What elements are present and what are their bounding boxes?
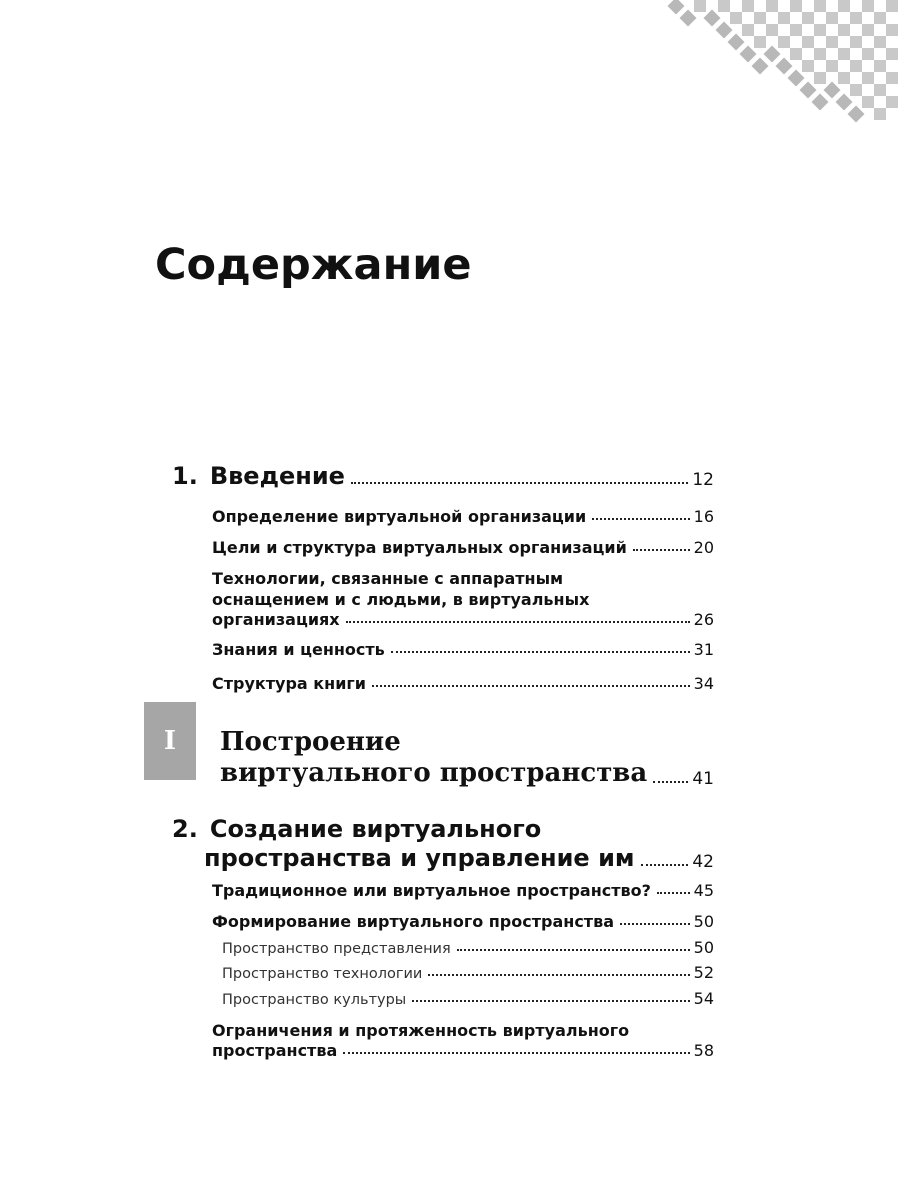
page-number: 50 [693, 912, 714, 931]
checker-square [814, 72, 826, 84]
checker-square [800, 82, 817, 99]
checker-square [838, 0, 850, 12]
section-last-line [212, 610, 714, 629]
checker-square [838, 24, 850, 36]
checker-square [886, 96, 898, 108]
dot-leader [391, 651, 690, 653]
checker-square [826, 60, 838, 72]
toc-chapter-2[interactable] [172, 815, 714, 872]
subsection-title: Пространство технологии [222, 966, 423, 982]
checker-square [790, 24, 802, 36]
toc-section[interactable] [212, 881, 714, 900]
section-title: Цели и структура виртуальных организаций [212, 538, 627, 557]
checker-square [754, 12, 766, 24]
dot-leader [653, 781, 688, 783]
checker-square [764, 46, 781, 63]
checker-square [766, 24, 778, 36]
toc-section[interactable] [212, 640, 714, 659]
checker-square [838, 72, 850, 84]
checker-square [850, 60, 862, 72]
part-number-box [144, 702, 196, 780]
subsection-title: Пространство представления [222, 941, 451, 957]
chapter-title-line: Создание виртуального [209, 815, 542, 843]
page-number: 54 [693, 989, 714, 1008]
page-number: 41 [692, 769, 714, 789]
dot-leader [457, 949, 690, 951]
checker-square [850, 84, 862, 96]
checker-square [752, 58, 769, 75]
checker-square [826, 36, 838, 48]
page-number: 42 [692, 852, 714, 872]
checker-square [704, 10, 721, 27]
checker-square [874, 108, 886, 120]
checker-square [874, 12, 886, 24]
section-title-line: Ограничения и протяженность виртуального [212, 1021, 630, 1040]
toc-section[interactable] [212, 674, 714, 693]
toc-section[interactable] [212, 912, 714, 931]
checker-square [742, 24, 754, 36]
checker-square [862, 72, 874, 84]
checker-square [802, 60, 814, 72]
checker-square [740, 46, 757, 63]
checker-square [850, 12, 862, 24]
page-number: 58 [693, 1041, 714, 1060]
section-title-line: Технологии, связанные с аппаратным [212, 569, 564, 588]
toc-section[interactable] [212, 538, 714, 557]
checker-square [862, 48, 874, 60]
chapter-title-line: пространства и управление им [204, 844, 635, 872]
checker-square [694, 0, 706, 12]
toc-subsection[interactable] [222, 989, 714, 1008]
checker-square [778, 36, 790, 48]
page-number: 16 [693, 507, 714, 526]
toc-section[interactable] [212, 507, 714, 526]
checker-square [886, 48, 898, 60]
checker-square [848, 106, 865, 123]
checker-square [874, 36, 886, 48]
dot-leader [346, 621, 690, 623]
checker-square [790, 0, 802, 12]
toc-part-1[interactable] [220, 727, 714, 789]
checker-square [862, 24, 874, 36]
page-number: 31 [693, 640, 714, 659]
toc-subsection[interactable] [222, 963, 714, 982]
dot-leader [343, 1052, 689, 1054]
checker-square [742, 0, 754, 12]
page-number: 26 [693, 610, 714, 629]
checker-square [862, 96, 874, 108]
dot-leader [428, 974, 689, 976]
checker-square [754, 36, 766, 48]
checker-square [766, 0, 778, 12]
part-title-line: виртуального пространства [220, 758, 648, 788]
chapter-number: 1. [172, 462, 198, 490]
chapter-last-line [204, 844, 714, 872]
checker-square [790, 48, 802, 60]
page-number: 52 [693, 963, 714, 982]
toc-section[interactable] [212, 568, 714, 629]
subsection-title: Пространство культуры [222, 992, 407, 1008]
checker-square [788, 70, 805, 87]
chapter-title: Введение [209, 462, 345, 490]
checker-square [862, 0, 874, 12]
checker-square [680, 10, 697, 27]
checker-square [824, 82, 841, 99]
dot-leader [657, 892, 690, 894]
dot-leader [633, 549, 690, 551]
page-number: 20 [693, 538, 714, 557]
section-title-line: пространства [212, 1041, 338, 1060]
dot-leader [351, 482, 688, 484]
checker-square [802, 12, 814, 24]
checker-square [802, 36, 814, 48]
section-title: Определение виртуальной организации [212, 507, 587, 526]
section-title-line: организациях [212, 610, 340, 629]
page-number: 50 [693, 938, 714, 957]
checker-square [728, 34, 745, 51]
checker-square [886, 0, 898, 12]
page-number: 34 [693, 674, 714, 693]
checker-square [814, 24, 826, 36]
dot-leader [412, 1000, 689, 1002]
page-number: 12 [692, 470, 714, 490]
toc-chapter-1[interactable] [172, 462, 714, 490]
checker-square [730, 12, 742, 24]
page-number: 45 [693, 881, 714, 900]
part-number: I [163, 726, 177, 756]
checker-square [838, 48, 850, 60]
checker-square [826, 12, 838, 24]
checker-square [718, 0, 730, 12]
checker-square [850, 36, 862, 48]
dot-leader [372, 685, 690, 687]
part-title-line: Построение [220, 727, 401, 757]
checker-square [812, 94, 829, 111]
checker-square [668, 0, 685, 14]
chapter-number: 2. [172, 815, 198, 843]
checker-square [814, 0, 826, 12]
decorative-checker-pattern [670, 0, 900, 130]
checker-square [776, 58, 793, 75]
section-last-line [212, 1041, 714, 1060]
section-title: Формирование виртуального пространства [212, 912, 614, 931]
part-last-line [220, 758, 714, 789]
section-title: Структура книги [212, 674, 366, 693]
section-title: Традиционное или виртуальное пространство? [212, 881, 651, 900]
page-title: Содержание [155, 240, 472, 290]
section-title-line: оснащением и с людьми, в виртуальных [212, 590, 590, 609]
checker-square [778, 12, 790, 24]
section-title: Знания и ценность [212, 640, 385, 659]
dot-leader [641, 864, 689, 866]
toc-subsection[interactable] [222, 938, 714, 957]
checker-square [886, 24, 898, 36]
checker-square [874, 60, 886, 72]
checker-square [716, 22, 733, 39]
checker-square [874, 84, 886, 96]
checker-square [886, 72, 898, 84]
dot-leader [620, 923, 690, 925]
toc-section[interactable] [212, 1020, 714, 1060]
checker-square [836, 94, 853, 111]
dot-leader [592, 518, 689, 520]
checker-square [814, 48, 826, 60]
